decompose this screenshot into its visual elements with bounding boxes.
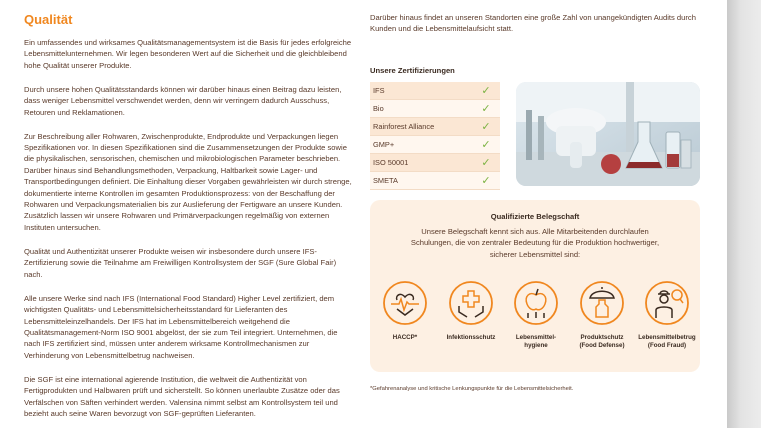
training-label: HACCP* (392, 334, 418, 341)
cert-name: SMETA (370, 172, 469, 190)
training-item-hygiene (503, 280, 569, 350)
cert-name: Bio (370, 100, 469, 118)
right-column (370, 12, 700, 392)
table-row (370, 118, 500, 136)
check-icon: ✓ (469, 118, 500, 136)
training-item-food-fraud (634, 280, 700, 350)
check-icon: ✓ (469, 136, 500, 154)
laboratory-photo (516, 82, 700, 186)
audits-intro: Darüber hinaus findet an unseren Standorten eine große Zahl von unangekündigten Audits durch Kunden und die Lebensmittelaufsicht statt. (370, 13, 696, 34)
cert-name: IFS (370, 82, 469, 100)
apple-hygiene-icon (513, 280, 559, 326)
check-icon: ✓ (469, 154, 500, 172)
training-label: Lebensmittelbetrug (Food Fraud) (638, 334, 696, 349)
certifications-table (370, 82, 500, 190)
table-row (370, 82, 500, 100)
table-row (370, 100, 500, 118)
check-icon: ✓ (469, 172, 500, 190)
paragraph: Alle unsere Werke sind nach IFS (International Food Standard) Higher Level zertifiziert, dem wichtigsten Qualitäts- und Lebensmittelsicherheitsstandard für Lieferanten des Lebensmitteleinzelhandels. Der IFS hat im Lebensmittelbereich weitgehend die Qualitätsmanagement-Norm ISO 9001 abgelöst, der sie zum Teil integriert. Unternehmen, die nach IFS zertifiziert sind, müssen unter anderem wirksame Kontrollmechanismen zur Verhinderung von Lebensmittelbetrug nachweisen. (24, 293, 338, 360)
medical-cross-hands-icon (448, 280, 494, 326)
page-title: Qualität (24, 12, 73, 27)
training-label: Infektionsschutz (446, 334, 496, 341)
cert-name: GMP+ (370, 136, 469, 154)
heart-monitor-icon (382, 280, 428, 326)
training-label: Produktschutz (Food Defense) (579, 334, 625, 349)
training-label: Lebensmittel- hygiene (515, 334, 557, 349)
certifications-heading: Unsere Zertifizierungen (370, 66, 455, 75)
umbrella-bottle-icon (579, 280, 625, 326)
check-icon: ✓ (469, 82, 500, 100)
paragraph: Durch unsere hohen Qualitätsstandards können wir darüber hinaus einen Beitrag dazu leisten, dass weniger Lebensmittel verschwendet werden, denn wir verringern dadurch Ausschuss, Retouren und Reklamationen. (24, 84, 342, 117)
left-column (24, 12, 356, 428)
paragraph: Qualität und Authentizität unserer Produkte weisen wir insbesondere durch unsere IFS-Zertifizierung sowie die Teilnahme am Freiwilligen Kontrollsystem der SGF (Sure Global Fair) nach. (24, 246, 337, 279)
paragraph: Ein umfassendes und wirksames Qualitätsmanagementsystem ist die Basis für jedes erfolgreiche Lebensmittelunternehmen. Wir legen besonderen Wert auf die Sicherheit und die gleichbleibend hohe Qualität unserer Produkte. (24, 38, 352, 70)
table-row (370, 154, 500, 172)
table-row (370, 136, 500, 154)
staff-box (370, 200, 700, 372)
staff-box-title: Qualifizierte Belegschaft (490, 212, 580, 221)
inspector-icon (644, 280, 690, 326)
paragraph: Zur Beschreibung aller Rohwaren, Zwischenprodukte, Endprodukte und Verpackungen liegen Spezifikationen vor. In diesen Spezifikationen sind die Zusammensetzungen der Produkte sowie die physikalischen, sensorischen, chemischen und mikrobiologischen Parameter beschrieben. Darüber hinaus sind Behandlungsmethoden, Verpackung, Haltbarkeit sowie Lager- und Transportbedingungen definiert. Die Einhaltung dieser Vorgaben gewährleisten wir durch strenge, dokumentierte interne Kontrollen im gesamten Produktionsprozess: von der Beschaffung der Rohwaren und Verpackungsmaterialien bis zur Auslieferung der Fertigware an unsere Kunden. Zusätzlich lassen wir unsere Rohwaren und Primärverpackungen regelmäßig von externen Instituten untersuchen. (24, 131, 352, 232)
page-edge-shadow (727, 0, 761, 428)
cert-name: ISO 50001 (370, 154, 469, 172)
check-icon: ✓ (469, 100, 500, 118)
training-item-infection (438, 280, 504, 342)
cert-name: Rainforest Alliance (370, 118, 469, 136)
table-row (370, 172, 500, 190)
footnote: *Gefahrenanalyse und kritische Lenkungspunkte für die Lebensmittelsicherheit. (370, 386, 574, 392)
training-item-haccp (372, 280, 438, 342)
training-item-food-defense (569, 280, 635, 350)
staff-box-text: Unsere Belegschaft kennt sich aus. Alle Mitarbeitenden durchlaufen Schulungen, die von zentraler Bedeutung für die Produktion hochwertiger, sicherer Lebensmittel sind: (410, 227, 660, 259)
paragraph: Die SGF ist eine international agierende Institution, die weltweit die Authentizität von Fertigprodukten und Halbwaren prüft und sicherstellt. So können unerlaubte Zusätze oder das Verfälschen von Säften verhindert werden. Valensina nimmt selbst am Kontrollsystem teil und bezieht auch seine Waren bevorzugt von SGF-geprüften Lieferanten. (24, 374, 340, 418)
